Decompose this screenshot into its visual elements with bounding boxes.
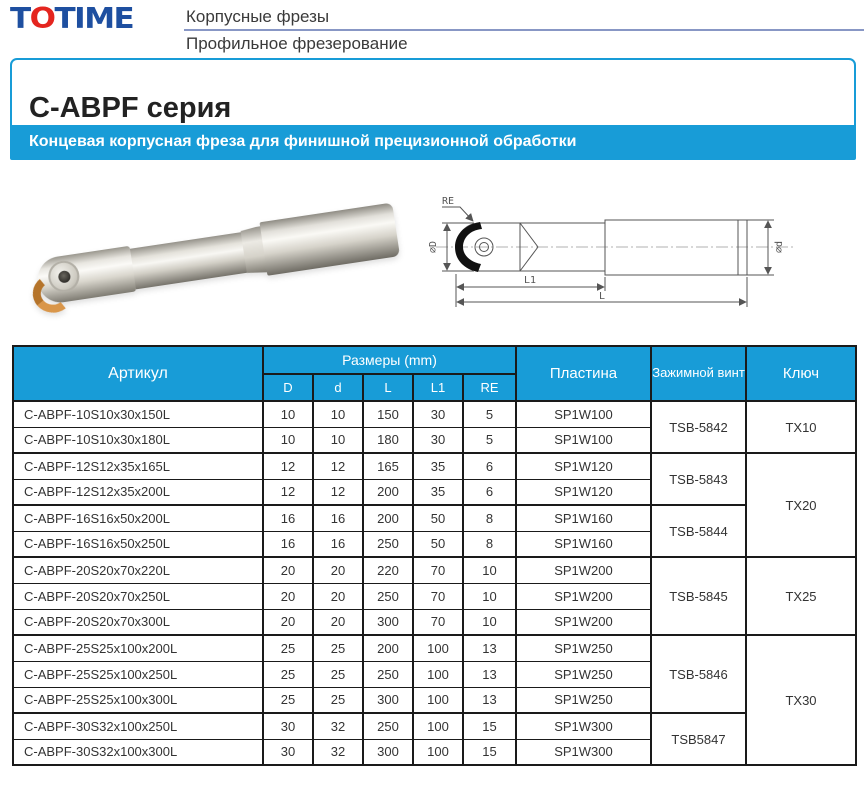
cell-l1: 30 <box>413 401 463 427</box>
cell-key: TX10 <box>746 401 856 453</box>
header-divider <box>184 29 864 31</box>
re-leader <box>442 207 473 221</box>
table-row <box>13 505 856 531</box>
cell-l1: 100 <box>413 687 463 713</box>
cell-re: 13 <box>463 687 516 713</box>
cell-article: C-ABPF-10S10x30x180L <box>13 427 263 453</box>
cell-d-lower: 10 <box>313 427 363 453</box>
cell-d-upper: 10 <box>263 427 313 453</box>
diameter-d-label: ⌀d <box>774 240 785 254</box>
table-body <box>13 401 856 765</box>
cell-l: 200 <box>363 505 413 531</box>
col-header-screw: Зажимной винт <box>651 346 746 401</box>
cell-re: 8 <box>463 531 516 557</box>
L1-label: L1 <box>523 275 537 286</box>
milling-cutter-image <box>34 202 400 311</box>
tagline-category: Корпусные фрезы <box>186 7 330 26</box>
diameter-D-label: ⌀D <box>428 240 439 254</box>
cell-key: TX20 <box>746 453 856 557</box>
cell-re: 15 <box>463 713 516 739</box>
cell-d-lower: 32 <box>313 713 363 739</box>
L-label: L <box>598 291 606 302</box>
cutter-neck <box>130 232 247 289</box>
spec-table <box>12 345 857 766</box>
cell-d-lower: 10 <box>313 401 363 427</box>
shank-outline <box>605 220 747 275</box>
cell-plate: SP1W250 <box>516 635 651 661</box>
cell-article: C-ABPF-20S20x70x300L <box>13 609 263 635</box>
cell-plate: SP1W250 <box>516 687 651 713</box>
cell-d-upper: 25 <box>263 687 313 713</box>
cutter-shank <box>259 203 400 276</box>
cell-screw: TSB-5843 <box>651 453 746 505</box>
cell-l: 300 <box>363 739 413 765</box>
cell-l1: 30 <box>413 427 463 453</box>
cell-d-lower: 32 <box>313 739 363 765</box>
cell-re: 10 <box>463 557 516 583</box>
cell-plate: SP1W200 <box>516 557 651 583</box>
col-header-D: D <box>263 374 313 401</box>
cell-article: C-ABPF-20S20x70x250L <box>13 583 263 609</box>
cell-article: C-ABPF-30S32x100x300L <box>13 739 263 765</box>
cell-re: 13 <box>463 661 516 687</box>
cell-l1: 100 <box>413 661 463 687</box>
cell-plate: SP1W100 <box>516 427 651 453</box>
cell-l: 250 <box>363 531 413 557</box>
cell-d-lower: 25 <box>313 687 363 713</box>
cell-screw: TSB-5846 <box>651 635 746 713</box>
cell-l1: 100 <box>413 635 463 661</box>
re-label: RE <box>442 196 455 207</box>
cell-plate: SP1W120 <box>516 479 651 505</box>
cell-l: 165 <box>363 453 413 479</box>
cell-l1: 50 <box>413 505 463 531</box>
cell-article: C-ABPF-20S20x70x220L <box>13 557 263 583</box>
cell-l: 150 <box>363 401 413 427</box>
cell-d-upper: 10 <box>263 401 313 427</box>
cell-d-upper: 25 <box>263 661 313 687</box>
cell-d-upper: 30 <box>263 739 313 765</box>
cell-article: C-ABPF-10S10x30x150L <box>13 401 263 427</box>
cell-d-upper: 20 <box>263 583 313 609</box>
cell-d-lower: 20 <box>313 557 363 583</box>
series-box <box>10 58 856 160</box>
cell-article: C-ABPF-30S32x100x250L <box>13 713 263 739</box>
cell-plate: SP1W200 <box>516 609 651 635</box>
tagline-subcategory: Профильное фрезерование <box>186 34 408 53</box>
page-title: C-ABPF серия <box>29 92 232 124</box>
cell-d-lower: 20 <box>313 583 363 609</box>
cell-re: 15 <box>463 739 516 765</box>
cell-l: 250 <box>363 661 413 687</box>
cell-l: 250 <box>363 583 413 609</box>
table-row <box>13 635 856 661</box>
cell-plate: SP1W120 <box>516 453 651 479</box>
cell-plate: SP1W160 <box>516 505 651 531</box>
col-header-sizes: Размеры (mm) <box>263 346 516 374</box>
cell-screw: TSB-5845 <box>651 557 746 635</box>
cell-d-lower: 25 <box>313 661 363 687</box>
cell-l1: 70 <box>413 609 463 635</box>
cell-screw: TSB5847 <box>651 713 746 765</box>
cell-l1: 100 <box>413 713 463 739</box>
table-row <box>13 713 856 739</box>
logo-letters-time: TIME <box>54 2 134 36</box>
cell-article: C-ABPF-25S25x100x300L <box>13 687 263 713</box>
cell-re: 8 <box>463 505 516 531</box>
col-header-RE: RE <box>463 374 516 401</box>
cell-article: C-ABPF-12S12x35x200L <box>13 479 263 505</box>
cell-plate: SP1W300 <box>516 713 651 739</box>
table-row <box>13 453 856 479</box>
cell-re: 5 <box>463 427 516 453</box>
cell-d-upper: 16 <box>263 531 313 557</box>
cell-d-lower: 20 <box>313 609 363 635</box>
cell-re: 5 <box>463 401 516 427</box>
logo-letter-o: O <box>29 2 55 36</box>
technical-drawing <box>420 190 810 317</box>
cell-d-upper: 12 <box>263 453 313 479</box>
table-row <box>13 557 856 583</box>
cell-l1: 35 <box>413 453 463 479</box>
brand-logo <box>10 2 133 35</box>
cell-d-upper: 25 <box>263 635 313 661</box>
cell-plate: SP1W250 <box>516 661 651 687</box>
logo-letter-t: T <box>10 2 30 36</box>
col-header-key: Ключ <box>746 346 856 401</box>
cell-plate: SP1W300 <box>516 739 651 765</box>
cell-plate: SP1W100 <box>516 401 651 427</box>
cell-re: 6 <box>463 453 516 479</box>
cell-l: 300 <box>363 609 413 635</box>
cell-d-lower: 16 <box>313 505 363 531</box>
cutter-head <box>35 246 137 306</box>
cell-screw: TSB-5842 <box>651 401 746 453</box>
cell-l1: 35 <box>413 479 463 505</box>
cell-re: 13 <box>463 635 516 661</box>
cell-l1: 70 <box>413 557 463 583</box>
cell-d-lower: 25 <box>313 635 363 661</box>
cell-article: C-ABPF-25S25x100x250L <box>13 661 263 687</box>
col-header-L: L <box>363 374 413 401</box>
cell-key: TX25 <box>746 557 856 635</box>
cell-l: 200 <box>363 635 413 661</box>
cell-l: 180 <box>363 427 413 453</box>
series-subtitle-bar: Концевая корпусная фреза для финишной прецизионной обработки <box>12 125 854 158</box>
cell-l1: 100 <box>413 739 463 765</box>
cell-d-lower: 16 <box>313 531 363 557</box>
cell-re: 10 <box>463 583 516 609</box>
cell-article: C-ABPF-25S25x100x200L <box>13 635 263 661</box>
cell-l: 220 <box>363 557 413 583</box>
col-header-d: d <box>313 374 363 401</box>
spec-table-head <box>13 346 856 401</box>
cell-l: 200 <box>363 479 413 505</box>
cell-l1: 50 <box>413 531 463 557</box>
cell-d-lower: 12 <box>313 479 363 505</box>
cell-d-upper: 30 <box>263 713 313 739</box>
cell-d-upper: 16 <box>263 505 313 531</box>
cell-d-upper: 20 <box>263 557 313 583</box>
product-photo <box>24 192 416 318</box>
cell-d-upper: 20 <box>263 609 313 635</box>
cell-article: C-ABPF-16S16x50x250L <box>13 531 263 557</box>
cell-screw: TSB-5844 <box>651 505 746 557</box>
cell-l1: 70 <box>413 583 463 609</box>
cell-plate: SP1W160 <box>516 531 651 557</box>
cell-article: C-ABPF-12S12x35x165L <box>13 453 263 479</box>
cell-key: TX30 <box>746 635 856 765</box>
col-header-L1: L1 <box>413 374 463 401</box>
cell-plate: SP1W200 <box>516 583 651 609</box>
table-row <box>13 401 856 427</box>
col-header-plate: Пластина <box>516 346 651 401</box>
cell-l: 250 <box>363 713 413 739</box>
cell-l: 300 <box>363 687 413 713</box>
cell-re: 6 <box>463 479 516 505</box>
cell-d-upper: 12 <box>263 479 313 505</box>
cell-d-lower: 12 <box>313 453 363 479</box>
cell-re: 10 <box>463 609 516 635</box>
cell-article: C-ABPF-16S16x50x200L <box>13 505 263 531</box>
col-header-article: Артикул <box>13 346 263 401</box>
